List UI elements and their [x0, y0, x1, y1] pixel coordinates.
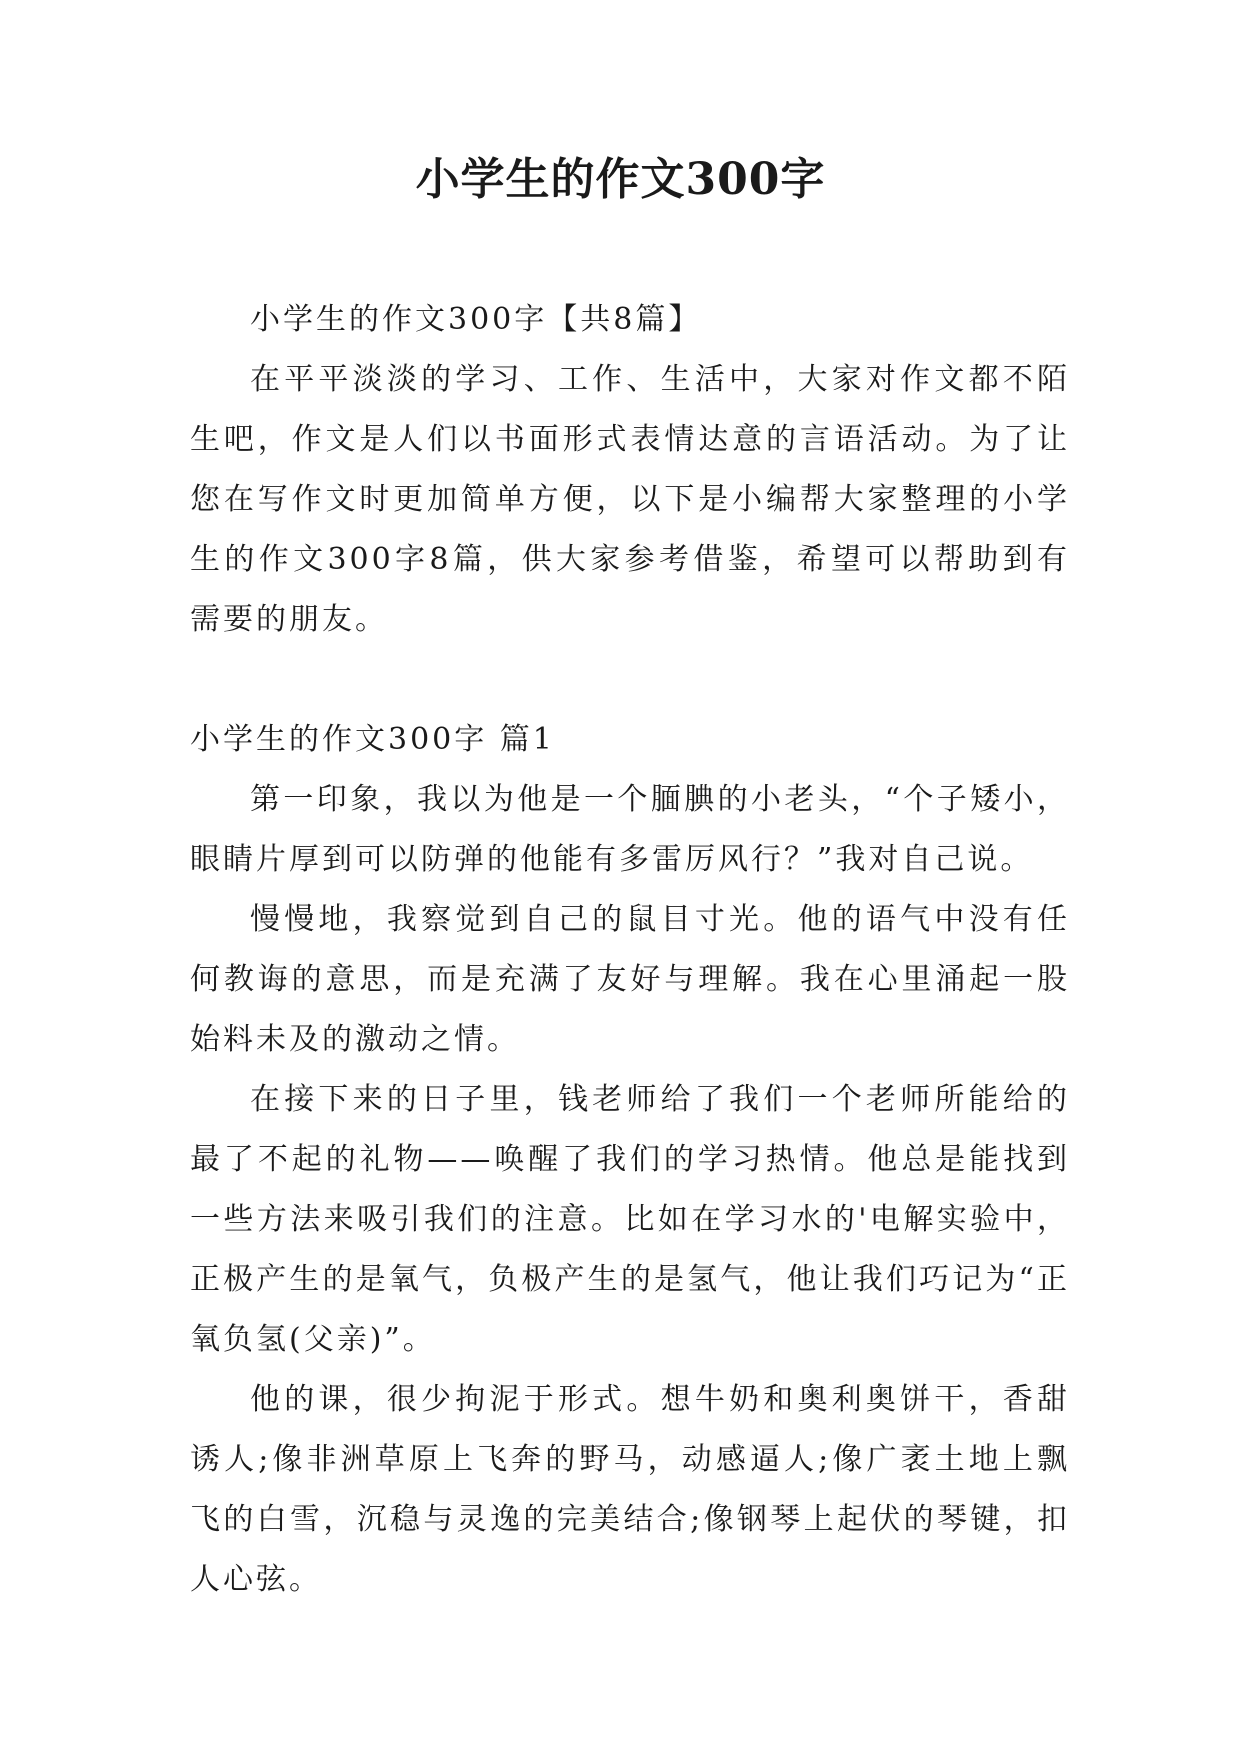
paragraph: 慢慢地，我察觉到自己的鼠目寸光。他的语气中没有任何教诲的意思，而是充满了友好与理解。我在心里涌起一股始料未及的激动之情。 — [190, 902, 1070, 1057]
page-title: 小学生的作文300字 — [415, 154, 826, 205]
section-heading: 小学生的作文300字 篇1 — [190, 722, 555, 757]
paragraph: 他的课，很少拘泥于形式。想牛奶和奥利奥饼干，香甜诱人;像非洲草原上飞奔的野马，动感逼人;像广袤土地上飘飞的白雪，沉稳与灵逸的完美结合;像钢琴上起伏的琴键，扣人心弦。 — [190, 1382, 1070, 1597]
intro-subtitle: 小学生的作文300字【共8篇】 — [250, 302, 702, 337]
paragraph: 在接下来的日子里，钱老师给了我们一个老师所能给的最了不起的礼物——唤醒了我们的学习热情。他总是能找到一些方法来吸引我们的注意。比如在学习水的'电解实验中，正极产生的是氧气，负极产生的是氢气，他让我们巧记为“正氧负氢(父亲)”。 — [190, 1082, 1070, 1357]
document-body — [190, 290, 1070, 1610]
paragraph: 第一印象，我以为他是一个腼腆的小老头，“个子矮小，眼睛片厚到可以防弹的他能有多雷厉风行？”我对自己说。 — [190, 782, 1070, 877]
intro-paragraph: 在平平淡淡的学习、工作、生活中，大家对作文都不陌生吧，作文是人们以书面形式表情达意的言语活动。为了让您在写作文时更加简单方便，以下是小编帮大家整理的小学生的作文300字8篇，供大家参考借鉴，希望可以帮助到有需要的朋友。 — [190, 362, 1070, 637]
